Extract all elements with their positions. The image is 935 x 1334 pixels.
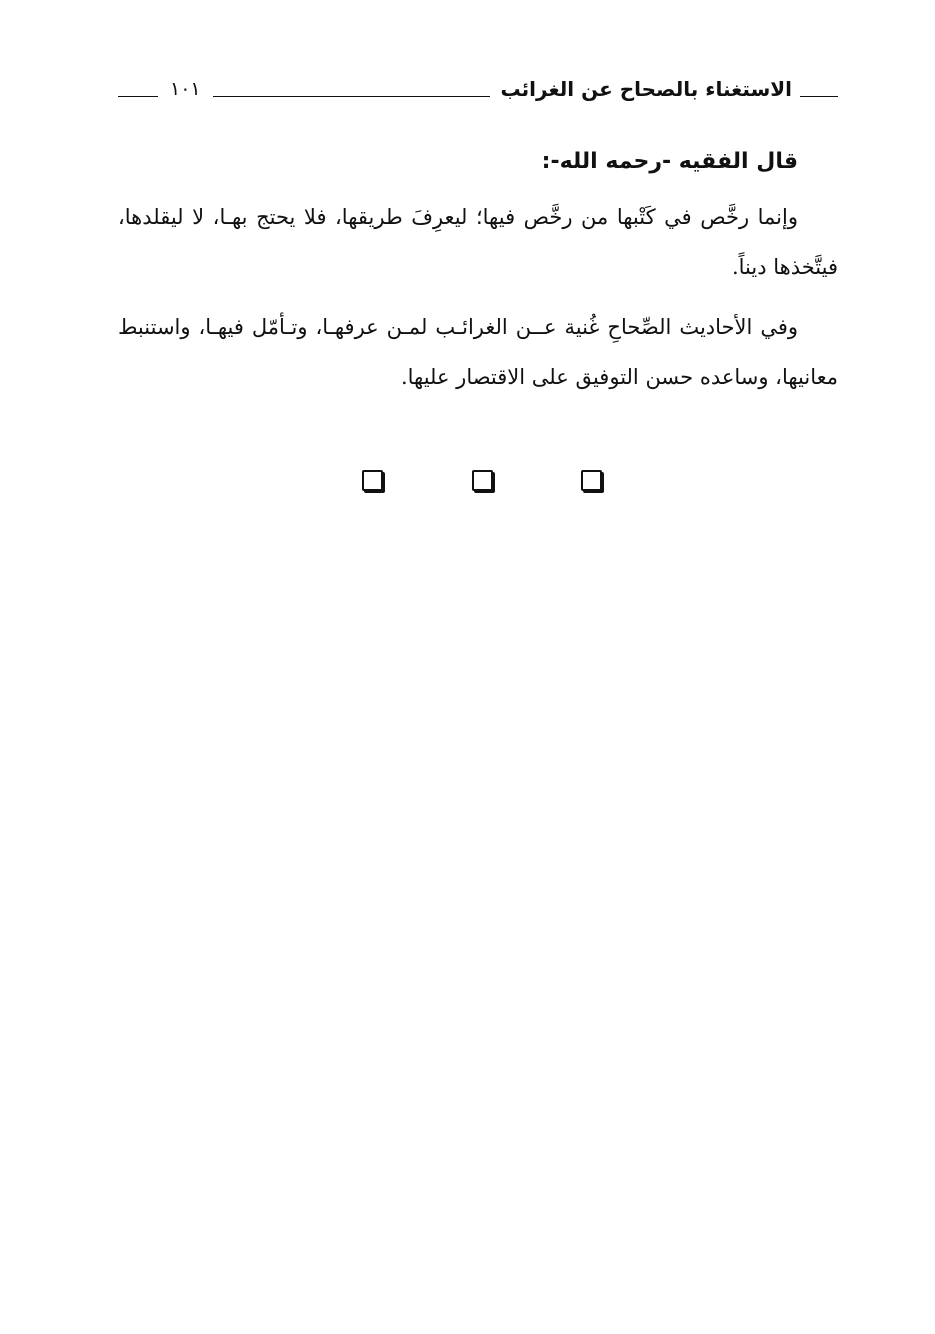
- header-rule-right: [800, 96, 838, 97]
- section-end-separator: [362, 470, 602, 496]
- header-title: الاستغناء بالصحاح عن الغرائب: [500, 77, 792, 101]
- page-body: [118, 140, 838, 412]
- separator-box-icon: [472, 470, 493, 491]
- separator-box-icon: [581, 470, 602, 491]
- paragraph-1: وإنما رخَّص في كَتْبها من رخَّص فيها؛ ليعرِفَ طريقها، فلا يحتج بهـا، لا ليقلدها، فيتَّخذها ديناً.: [118, 205, 838, 279]
- header-rule-middle: [213, 96, 491, 97]
- section-heading: قال الفقيه -رحمه الله-:: [541, 149, 798, 174]
- running-header: [118, 72, 838, 106]
- paragraph-2: وفي الأحاديث الصِّحاحِ غُنية عــن الغرائـب لمـن عرفهـا، وتـأمّل فيهـا، واستنبط معانيها، وساعده حسن التوفيق على الاقتصار عليها.: [118, 315, 838, 389]
- separator-box-icon: [362, 470, 383, 491]
- page-number: ١٠١: [170, 78, 201, 100]
- header-rule-left: [118, 96, 158, 97]
